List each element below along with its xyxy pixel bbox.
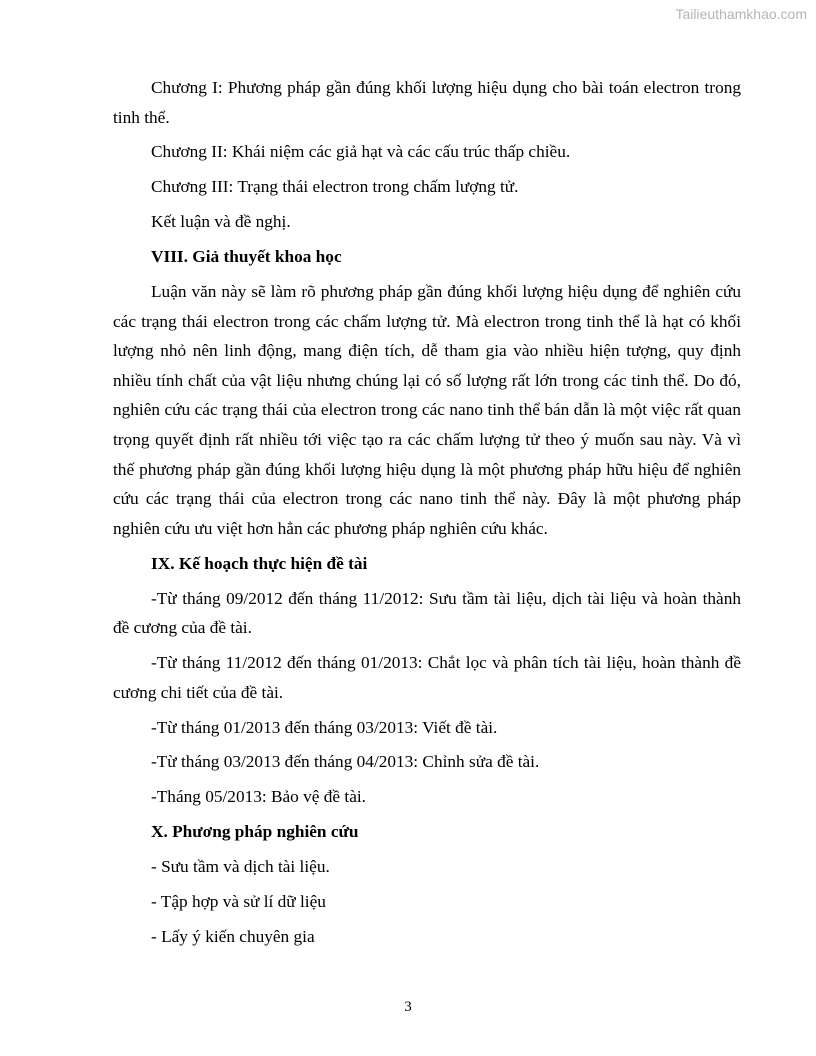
method-item: - Tập hợp và sử lí dữ liệu — [151, 892, 326, 911]
plan-item: -Từ tháng 03/2013 đến tháng 04/2013: Chỉnh sửa đề tài. — [151, 752, 540, 772]
plan-item: -Từ tháng 09/2012 đến tháng 11/2012: Sưu tầm tài liệu, dịch tài liệu và hoàn thành đề cương của đề tài. — [113, 588, 741, 638]
chapter-2: Chương II: Khái niệm các giả hạt và các cấu trúc thấp chiều. — [151, 142, 571, 162]
plan-item: -Từ tháng 01/2013 đến tháng 03/2013: Viết đề tài. — [151, 717, 498, 737]
chapter-1: Chương I: Phương pháp gần đúng khối lượng hiệu dụng cho bài toán electron trong tinh thể. — [113, 78, 741, 127]
section-viii-body: Luận văn này sẽ làm rõ phương pháp gần đúng khối lượng hiệu dụng để nghiên cứu các trạng thái electron trong các chấm lượng tử. Mà electron trong tinh thể là hạt có khối lượng nhỏ nên linh động, mang điện tích, dễ tham gia vào nhiều hiện tượng, quy định nhiều tính chất của vật liệu nhưng chúng lại có số lượng rất lớn trong các tinh thể. Do đó, nghiên cứu các trạng thái của electron trong các nano tinh thể bán dẫn là một việc rất quan trọng quyết định rất nhiều tới việc tạo ra các chấm lượng tử theo ý muốn sau này. Và vì thế phương pháp gần đúng khối lượng hiệu dụng là một phương pháp hữu hiệu để nghiên cứu các trạng thái của electron trong các nano tinh thể này. Đây là một phương pháp nghiên cứu ưu việt hơn hẳn các phương pháp nghiên cứu khác. — [113, 282, 741, 538]
chapter-3: Chương III: Trạng thái electron trong chấm lượng tử. — [151, 177, 519, 197]
method-item: - Sưu tầm và dịch tài liệu. — [151, 857, 330, 877]
method-item: - Lấy ý kiến chuyên gia — [151, 926, 315, 946]
section-x-heading: X. Phương pháp nghiên cứu — [151, 822, 359, 842]
document-page — [113, 73, 741, 957]
watermark: Tailieuthamkhao.com — [675, 6, 807, 22]
section-viii-heading: VIII. Giả thuyết khoa học — [151, 247, 342, 267]
conclusion-line: Kết luận và đề nghị. — [151, 212, 291, 232]
plan-item: -Tháng 05/2013: Bảo vệ đề tài. — [151, 787, 367, 807]
section-ix-heading: IX. Kế hoạch thực hiện đề tài — [151, 553, 368, 573]
plan-item: -Từ tháng 11/2012 đến tháng 01/2013: Chắt lọc và phân tích tài liệu, hoàn thành đề cương chi tiết của đề tài. — [113, 653, 741, 702]
page-number: 3 — [404, 999, 412, 1015]
